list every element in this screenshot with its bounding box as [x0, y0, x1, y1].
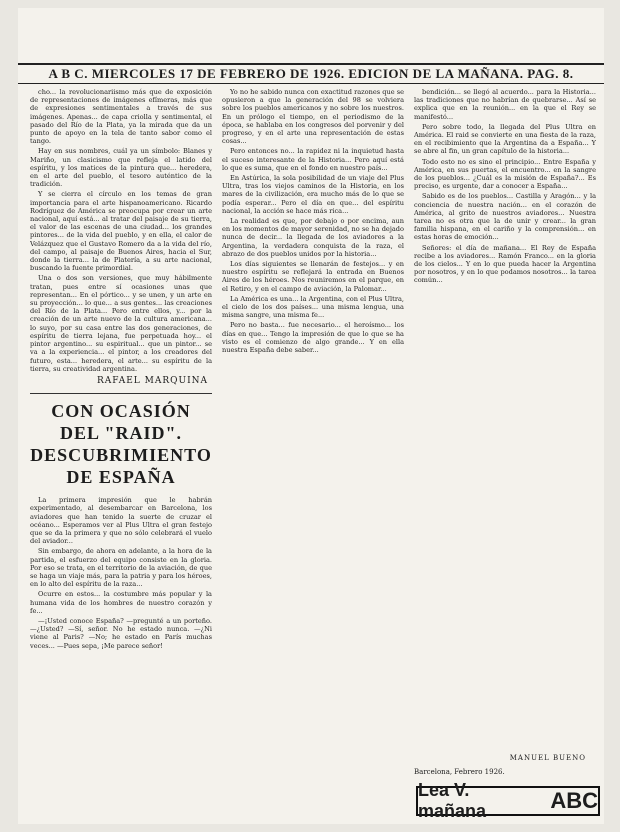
paragraph: Todo esto no es sino el principio... Entre España y América, en sus puertas, el encuentro... en la sangre de los pueblos... ¿Cuál es la misión de España?... Es preciso, es urgente, dar a conocer a España...	[414, 157, 596, 191]
paragraph: Ocurre en estos... la costumbre más popular y la humana vida de los hombres de nuestro corazón y fe...	[30, 590, 212, 615]
ad-brand-logo: ABC	[550, 788, 598, 813]
column-middle	[222, 88, 404, 356]
paragraph: bendición... se llegó al acuerdo... para la Historia... las tradiciones que no habrían de quebrarse... Así se explica que en la reunión... en la que el Rey se manifestó...	[414, 88, 596, 121]
paragraph: Pero no basta... fue necesario... el heroísmo... los días en que... Tengo la impresión de que lo que se ha visto es el comienzo de algo grande... Y en ella nuestra España debe saber...	[222, 321, 404, 355]
dateline: Barcelona, Febrero 1926.	[414, 768, 505, 776]
paragraph: Yo no he sabido nunca con exactitud razones que se opusieron a que la generación del 98 se volviera sobre los pueblos americanos y no sobre los nuestros. En un prólogo el tiempo, en el periodismo de la época, se hablaba en los congresos del porvenir y del progreso, y en el arte una representación de estas cosas...	[222, 88, 404, 146]
ad-text: Lea V. mañana	[418, 780, 487, 821]
paragraph: La realidad es que, por debajo o por encima, aun en los momentos de mayor serenidad, no se ha dejado nunca de decir... la llegada de los aviadores a la Argentina, la verdadera conquista de la raza, el abrazo de dos pueblos unidos por la historia...	[222, 217, 404, 258]
page-header: A B C. MIERCOLES 17 DE FEBRERO DE 1926. EDICION DE LA MAÑANA. PAG. 8.	[18, 63, 604, 84]
advertisement-box	[416, 780, 600, 821]
author-signature: MANUEL BUENO	[509, 754, 586, 762]
author-signature: RAFAEL MARQUINA	[96, 375, 208, 386]
paragraph: Hay en sus nombres, cuál ya un símbolo: Blanes y Mariño, un clasicismo que refleja el latido del espíritu, y los matices de la pintura que... heredera, en el arte del pueblo, el tesoro auténtico de la tradición.	[30, 147, 212, 189]
article-headline: CON OCASIÓN DEL "RAID". DESCUBRIMIENTO DE ESPAÑA	[30, 401, 212, 488]
column-right	[414, 88, 596, 287]
paragraph: En Astúrica, la sola posibilidad de un viaje del Plus Ultra, tras los viejos caminos de la Historia, en los mares de la civilización, era mucho más de lo que se podía esperar... Pero el día en que... del espíritu nacional, la acción se hace más rica...	[222, 174, 404, 215]
column-left	[30, 88, 212, 652]
paragraph: La América es una... la Argentina, con el Plus Ultra, el cielo de los dos países... una misma lengua, una misma sangre, una misma fe...	[222, 294, 404, 320]
paragraph: Señores: el día de mañana... El Rey de España recibe a los aviadores... Ramón Franco... en la gloria de los cielos... Y en lo que pueda hacer la Argentina por nosotros, y en lo que podamos nosotros... la tarea común...	[414, 243, 596, 285]
paragraph: Una o dos son versiones, que muy hábilmente tratan, pues entre sí ocasiones unas que representan... En el pórtico... y se unen, y un arte en su proyección... lo que... a sus gentes... las creaciones del Río de la Plata... Pero entre ellos, y... por la creación de un arte nuevo de la cultura americana... lo suyo, por su casa entre las dos generaciones, de espíritu de tierra lejana, fue perpetuada hoy... el pintor argentino... su espiritual... que un pintor... se va a la experiencia... el pintor, a los creadores del futuro, esta... heredera, el arte... su espíritu de la tierra, su creatividad argentina.	[30, 274, 212, 373]
paragraph: Sabido es de los pueblos... Castilla y Aragón... y la conciencia de nuestra nación... en el corazón de América, al grito de nuestros aviadores... Nuestra tarea no es otra que la de unir y crear... la gran familia hispana, en el cariño y la comprensión... en estas horas de emoción...	[414, 192, 596, 242]
paragraph: Sin embargo, de ahora en adelante, a la hora de la partida, el esfuerzo del equipo consiste en la gloria. Por eso se trata, en el territorio de la aviación, de que se haga un viaje más, para la patria y para los héroes, en lo alto del espíritu de la raza...	[30, 547, 212, 589]
paragraph: Y se cierra el círculo en los temas de gran importancia para el arte hispanoamericano. Ricardo Rodríguez de América se preocupa por crear un arte nacional, aquí está... al tratar del paisaje de su tierra, el valor de las escenas de una ciudad... los grandes pintores... de la vida del pueblo, y en ella, el calor de Velázquez que el Gustavo Romero da a la vida del río, del campo, al paisaje de Buenos Aires, hacia el Sur, donde la tierra... la de Platería, a su arte nacional, buscando la fuente primordial.	[30, 190, 212, 273]
paragraph: Pero sobre todo, la llegada del Plus Ultra en América. El raid se convierte en una fiesta de la raza, en el recibimiento que la Argentina da a España... Y se abre al fin, un gran capítulo de la historia...	[414, 122, 596, 156]
paragraph: La primera impresión que le habrán experimentado, al desembarcar en Barcelona, los aviadores que han tenido la suerte de cruzar el océano... Esperamos ver al Plus Ultra el gran festejo que se da la primera y que no sólo celebrará el vuelo del aviador...	[30, 496, 212, 546]
divider	[30, 393, 212, 394]
paragraph: Pero entonces no... la rapidez ni la inquietud hasta el suceso interesante de la Historia... Pero aquí está lo que es suma, que en el fondo en nuestro país...	[222, 147, 404, 172]
paragraph: Los días siguientes se llenarán de festejos... y en nuestro espíritu se reflejará la entrada en Buenos Aires de los héroes. Nos reuniremos en el parque, en el Retiro, y en el campo de aviación, la Palomar...	[222, 260, 404, 293]
paragraph: cho... la revolucionariismo más que de exposición de representaciones de imágenes efímeras, más que de expresiones sentimentales a través de sus imágenes. Apenas... de capa criolla y sentimental, el pasado del Río de la Plata, ya la mirada que da un punto de apoyo en la tela de tanto sabor como el tango.	[30, 88, 212, 146]
author-block	[414, 754, 596, 776]
paragraph: —¡Usted conoce España? —pregunté a un porteño. —¿Usted? —Sí, señor. No he estado nunca. —¿Ni viene al Paris? —No; he estado en París muchas veces... —Pues sepa, ¡Me parece señor!	[30, 616, 212, 650]
newspaper-page	[18, 8, 604, 824]
